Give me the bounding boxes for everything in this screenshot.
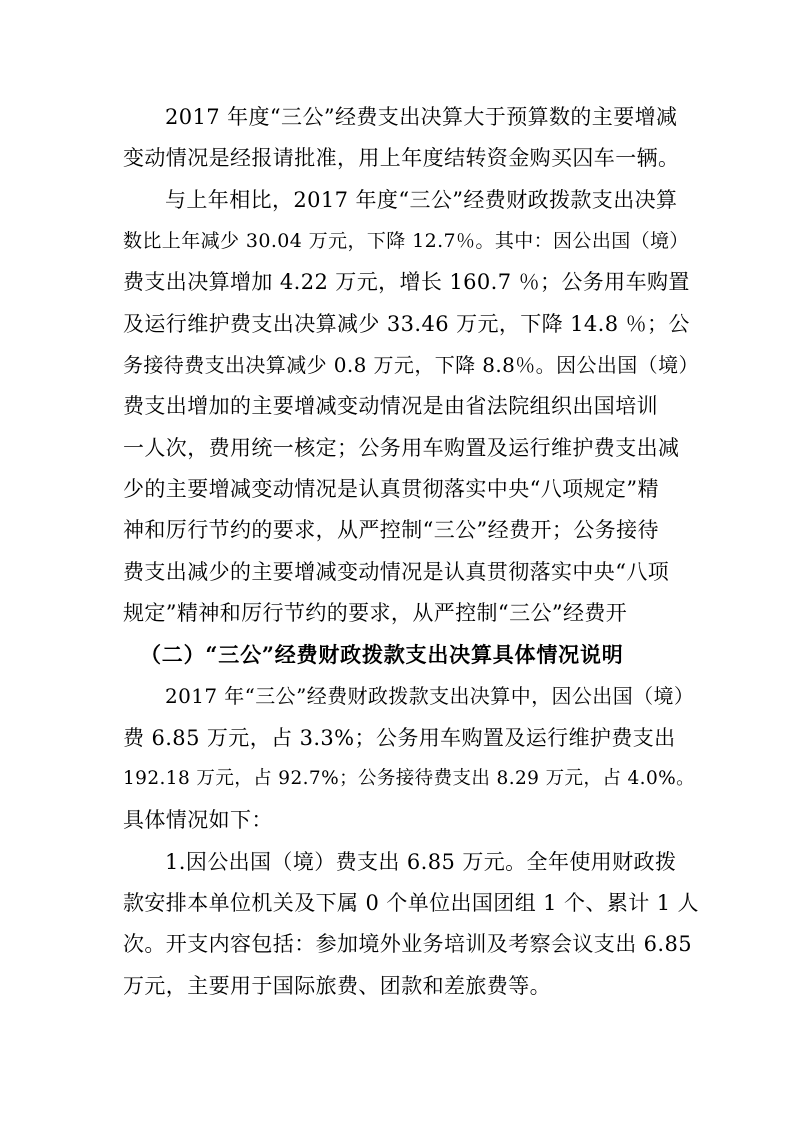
paragraph-2-line-10: 费支出减少的主要增减变动情况是认真贯彻落实中央“八项: [123, 560, 670, 584]
paragraph-1-line-2: 变动情况是经报请批准，用上年度结转资金购买囚车一辆。: [123, 146, 680, 170]
paragraph-4-line-2: 款安排本单位机关及下属 0 个单位出国团组 1 个、累计 1 人: [123, 891, 699, 915]
paragraph-2-line-6: 费支出增加的主要增减变动情况是由省法院组织出国培训: [123, 394, 658, 418]
paragraph-1-line-1: 2017 年度“三公”经费支出决算大于预算数的主要增减: [165, 105, 678, 129]
section-heading: （二）“三公”经费财政拨款支出决算具体情况说明: [140, 642, 624, 667]
paragraph-2-line-11: 规定”精神和厉行节约的要求，从严控制“三公”经费开: [123, 601, 628, 625]
paragraph-2-line-1: 与上年相比，2017 年度“三公”经费财政拨款支出决算: [165, 188, 678, 212]
paragraph-3-line-2: 费 6.85 万元，占 3.3%；公务用车购置及运行维护费支出: [123, 726, 676, 750]
paragraph-3-line-1: 2017 年“三公”经费财政拨款支出决算中，因公出国（境）: [165, 684, 695, 708]
paragraph-4-line-1: 1.因公出国（境）费支出 6.85 万元。全年使用财政拨: [165, 850, 677, 874]
paragraph-2-line-2: 数比上年减少 30.04 万元，下降 12.7％。其中：因公出国（境）: [123, 230, 689, 252]
paragraph-3-line-4: 具体情况如下：: [123, 808, 273, 832]
paragraph-2-line-9: 神和厉行节约的要求，从严控制“三公”经费开；公务接待: [123, 518, 659, 542]
paragraph-2-line-4: 及运行维护费支出决算减少 33.46 万元，下降 14.8 ％；公: [123, 312, 690, 336]
paragraph-4-line-3: 次。开支内容包括：参加境外业务培训及考察会议支出 6.85: [123, 932, 693, 956]
paragraph-3-line-3: 192.18 万元，占 92.7%；公务接待费支出 8.29 万元，占 4.0%。: [123, 768, 695, 789]
paragraph-2-line-8: 少的主要增减变动情况是认真贯彻落实中央“八项规定”精: [123, 477, 659, 501]
paragraph-2-line-7: 一人次，费用统一核定；公务用车购置及运行维护费支出减: [123, 436, 680, 460]
paragraph-2-line-5: 务接待费支出决算减少 0.8 万元，下降 8.8％。因公出国（境）: [123, 353, 699, 377]
paragraph-4-line-4: 万元，主要用于国际旅费、团款和差旅费等。: [123, 974, 551, 998]
paragraph-2-line-3: 费支出决算增加 4.22 万元，增长 160.7 ％；公务用车购置: [123, 270, 690, 294]
